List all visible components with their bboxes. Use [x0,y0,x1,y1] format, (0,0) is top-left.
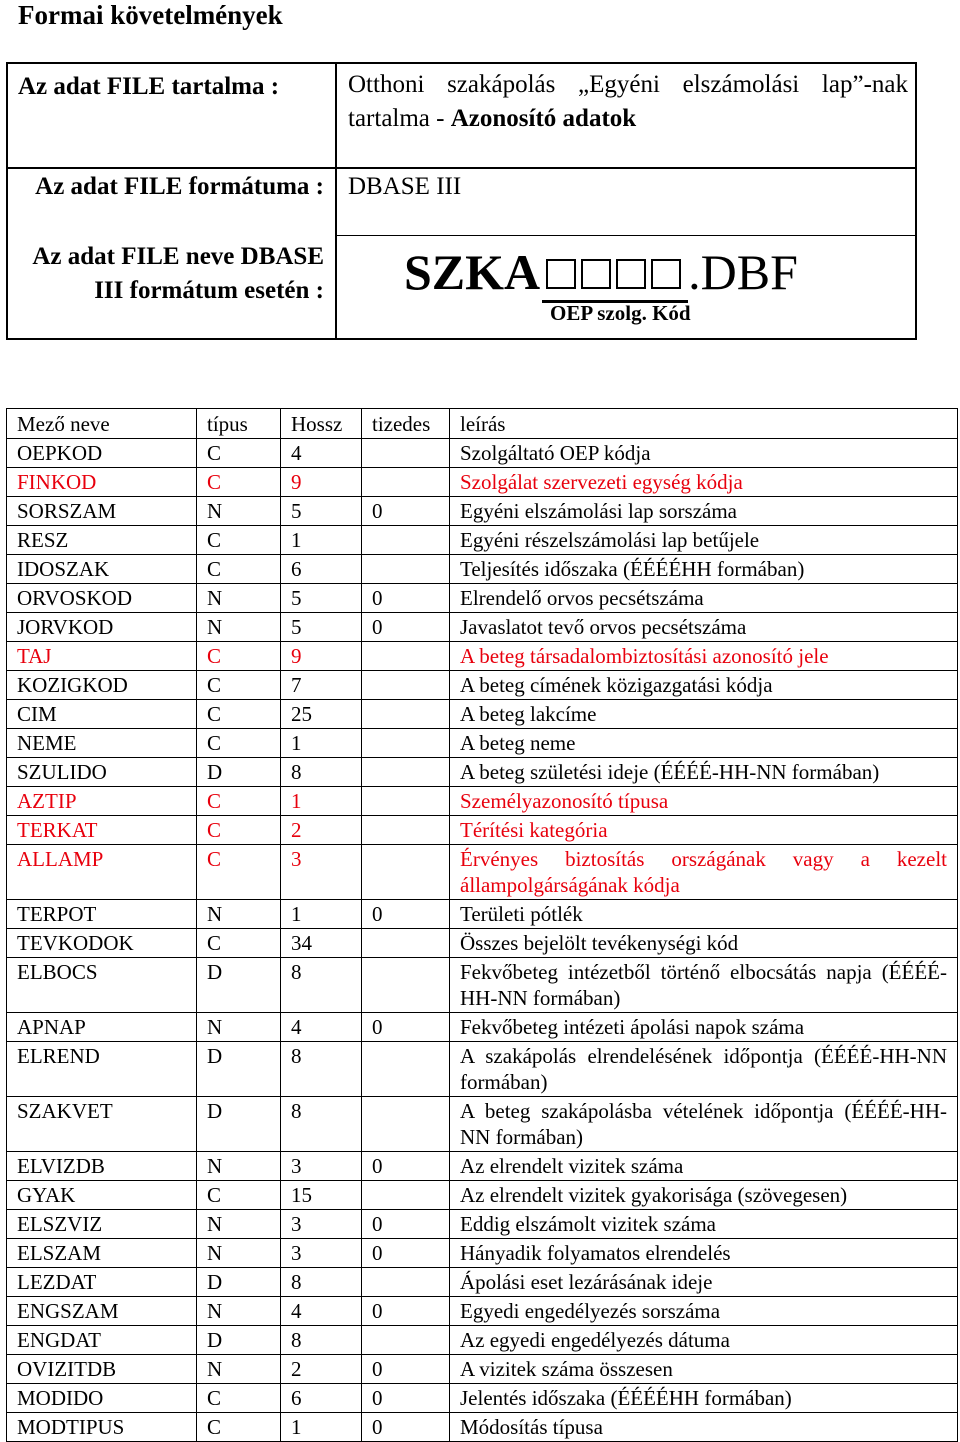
length-cell: 1 [281,787,362,816]
field-name-cell: MODIDO [7,1384,197,1413]
file-name [404,244,798,303]
decimals-cell: 0 [362,497,450,526]
decimals-cell [362,929,450,958]
field-name-cell: SZAKVET [7,1097,197,1152]
field-name-cell: ENGSZAM [7,1297,197,1326]
field-name-cell: ELVIZDB [7,1152,197,1181]
type-cell: C [197,555,281,584]
type-cell: D [197,758,281,787]
field-name-cell: RESZ [7,526,197,555]
description-cell: Érvényes biztosítás országának vagy a kezelt állampolgárságának kódja [450,845,958,900]
table-row [7,1268,958,1297]
field-name-cell: FINKOD [7,468,197,497]
page-title: Formai követelmények [18,0,283,30]
description-cell: Javaslatot tevő orvos pecsétszáma [450,613,958,642]
header-decimals: tizedes [362,409,450,439]
length-cell: 8 [281,958,362,1013]
decimals-cell [362,1181,450,1210]
code-box-icon [616,259,646,289]
table-row [7,900,958,929]
description-cell: A beteg társadalombiztosítási azonosító jele [450,642,958,671]
table-row [7,439,958,468]
name-label: Az adat FILE neve DBASE III formátum esetén : [32,243,324,304]
format-value: DBASE III [348,173,462,200]
description-cell: Az elrendelt vizitek gyakorisága (szövegesen) [450,1181,958,1210]
description-cell: Egyéni elszámolási lap sorszáma [450,497,958,526]
field-name-cell: ORVOSKOD [7,584,197,613]
description-cell: A vizitek száma összesen [450,1355,958,1384]
info-divider-vertical [335,64,337,338]
field-name-cell: TAJ [7,642,197,671]
description-cell: Fekvőbeteg intézetből történő elbocsátás napja (ÉÉÉÉ-HH-NN formában) [450,958,958,1013]
table-row [7,555,958,584]
type-cell: C [197,1181,281,1210]
decimals-cell [362,526,450,555]
type-cell: C [197,816,281,845]
length-cell: 9 [281,642,362,671]
table-row [7,1097,958,1152]
content-value-text: Otthoni szakápolás „Egyéni elszámolási lap”-nak tartalma - [348,71,908,132]
decimals-cell [362,845,450,900]
decimals-cell [362,439,450,468]
field-name-cell: APNAP [7,1013,197,1042]
description-cell: Területi pótlék [450,900,958,929]
length-cell: 5 [281,497,362,526]
length-cell: 8 [281,1097,362,1152]
description-cell: Módosítás típusa [450,1413,958,1442]
field-name-cell: ALLAMP [7,845,197,900]
description-cell: Szolgálat szervezeti egység kódja [450,468,958,497]
field-name-cell: MODTIPUS [7,1413,197,1442]
decimals-cell: 0 [362,1210,450,1239]
info-divider-horizontal-inner [335,235,915,236]
decimals-cell [362,700,450,729]
description-cell: Ápolási eset lezárásának ideje [450,1268,958,1297]
type-cell: N [197,1152,281,1181]
table-header-row [7,409,958,439]
description-cell: A szakápolás elrendelésének időpontja (ÉÉÉÉ-HH-NN formában) [450,1042,958,1097]
type-cell: N [197,584,281,613]
code-box-icon [581,259,611,289]
decimals-cell [362,729,450,758]
field-name-cell: SZULIDO [7,758,197,787]
length-cell: 7 [281,671,362,700]
decimals-cell [362,1326,450,1355]
field-name-cell: ELSZVIZ [7,1210,197,1239]
field-name-cell: ENGDAT [7,1326,197,1355]
length-cell: 34 [281,929,362,958]
table-row [7,468,958,497]
decimals-cell [362,468,450,497]
field-name-cell: AZTIP [7,787,197,816]
type-cell: C [197,468,281,497]
length-cell: 1 [281,1413,362,1442]
description-cell: Személyazonosító típusa [450,787,958,816]
decimals-cell: 0 [362,613,450,642]
table-row [7,613,958,642]
description-cell: Az elrendelt vizitek száma [450,1152,958,1181]
decimals-cell [362,1042,450,1097]
field-name-cell: TERKAT [7,816,197,845]
type-cell: N [197,1355,281,1384]
header-type: típus [197,409,281,439]
field-name-cell: SORSZAM [7,497,197,526]
decimals-cell [362,958,450,1013]
type-cell: C [197,1413,281,1442]
header-description: leírás [450,409,958,439]
table-row [7,497,958,526]
field-name-cell: ELREND [7,1042,197,1097]
length-cell: 1 [281,526,362,555]
file-prefix: SZKA [404,244,541,300]
type-cell: D [197,958,281,1013]
type-cell: D [197,1268,281,1297]
type-cell: N [197,1239,281,1268]
type-cell: C [197,1384,281,1413]
length-cell: 6 [281,555,362,584]
length-cell: 8 [281,1326,362,1355]
content-value-bold: Azonosító adatok [450,105,637,132]
length-cell: 3 [281,1152,362,1181]
type-cell: C [197,671,281,700]
type-cell: D [197,1097,281,1152]
description-cell: Elrendelő orvos pecsétszáma [450,584,958,613]
decimals-cell [362,642,450,671]
type-cell: C [197,526,281,555]
table-row [7,1355,958,1384]
field-name-cell: OEPKOD [7,439,197,468]
table-row [7,1013,958,1042]
field-name-cell: IDOSZAK [7,555,197,584]
description-cell: Fekvőbeteg intézeti ápolási napok száma [450,1013,958,1042]
table-row [7,816,958,845]
length-cell: 4 [281,439,362,468]
description-cell: Egyéni részelszámolási lap betűjele [450,526,958,555]
header-field-name: Mező neve [7,409,197,439]
length-cell: 3 [281,1210,362,1239]
length-cell: 2 [281,816,362,845]
content-label: Az adat FILE tartalma : [18,73,280,100]
code-box-icon [546,259,576,289]
length-cell: 1 [281,729,362,758]
field-name-cell: CIM [7,700,197,729]
table-row [7,1181,958,1210]
description-cell: Az egyedi engedélyezés dátuma [450,1326,958,1355]
table-row [7,758,958,787]
length-cell: 3 [281,1239,362,1268]
length-cell: 9 [281,468,362,497]
field-name-cell: JORVKOD [7,613,197,642]
decimals-cell: 0 [362,900,450,929]
length-cell: 5 [281,584,362,613]
description-cell: Teljesítés időszaka (ÉÉÉÉHH formában) [450,555,958,584]
type-cell: N [197,1210,281,1239]
file-info-table [6,62,917,340]
description-cell: Összes bejelölt tevékenységi kód [450,929,958,958]
table-row [7,729,958,758]
type-cell: D [197,1326,281,1355]
decimals-cell [362,1097,450,1152]
type-cell: D [197,1042,281,1097]
description-cell: Jelentés időszaka (ÉÉÉÉHH formában) [450,1384,958,1413]
table-row [7,1152,958,1181]
field-name-cell: TEVKODOK [7,929,197,958]
file-caption: OEP szolg. Kód [550,301,691,325]
description-cell: Egyedi engedélyezés sorszáma [450,1297,958,1326]
code-box-icon [651,259,681,289]
length-cell: 1 [281,900,362,929]
header-length: Hossz [281,409,362,439]
length-cell: 8 [281,1268,362,1297]
type-cell: C [197,729,281,758]
length-cell: 8 [281,758,362,787]
decimals-cell [362,758,450,787]
table-row [7,1210,958,1239]
description-cell: A beteg neme [450,729,958,758]
decimals-cell: 0 [362,1355,450,1384]
table-row [7,1326,958,1355]
table-row [7,958,958,1013]
description-cell: A beteg lakcíme [450,700,958,729]
info-divider-horizontal [8,167,915,169]
type-cell: C [197,787,281,816]
length-cell: 5 [281,613,362,642]
decimals-cell: 0 [362,1413,450,1442]
type-cell: N [197,900,281,929]
table-row [7,526,958,555]
decimals-cell: 0 [362,584,450,613]
format-label: Az adat FILE formátuma : [35,173,324,200]
field-name-cell: ELSZAM [7,1239,197,1268]
type-cell: C [197,700,281,729]
type-cell: N [197,613,281,642]
table-row [7,787,958,816]
table-row [7,700,958,729]
description-cell: Szolgáltató OEP kódja [450,439,958,468]
length-cell: 2 [281,1355,362,1384]
decimals-cell [362,787,450,816]
decimals-cell: 0 [362,1152,450,1181]
description-cell: Térítési kategória [450,816,958,845]
type-cell: N [197,497,281,526]
type-cell: N [197,1297,281,1326]
type-cell: C [197,929,281,958]
decimals-cell [362,816,450,845]
field-name-cell: GYAK [7,1181,197,1210]
decimals-cell [362,1268,450,1297]
type-cell: N [197,1013,281,1042]
table-row [7,845,958,900]
table-row [7,584,958,613]
table-row [7,1297,958,1326]
decimals-cell [362,671,450,700]
description-cell: A beteg címének közigazgatási kódja [450,671,958,700]
table-row [7,671,958,700]
length-cell: 8 [281,1042,362,1097]
type-cell: C [197,845,281,900]
table-row [7,1042,958,1097]
content-value [348,68,908,136]
field-name-cell: TERPOT [7,900,197,929]
decimals-cell: 0 [362,1013,450,1042]
length-cell: 6 [281,1384,362,1413]
type-cell: C [197,439,281,468]
description-cell: A beteg születési ideje (ÉÉÉÉ-HH-NN formában) [450,758,958,787]
table-row [7,929,958,958]
length-cell: 25 [281,700,362,729]
field-name-cell: NEME [7,729,197,758]
length-cell: 3 [281,845,362,900]
length-cell: 4 [281,1297,362,1326]
length-cell: 4 [281,1013,362,1042]
decimals-cell: 0 [362,1384,450,1413]
table-row [7,1384,958,1413]
description-cell: Eddig elszámolt vizitek száma [450,1210,958,1239]
field-name-cell: KOZIGKOD [7,671,197,700]
type-cell: C [197,642,281,671]
decimals-cell: 0 [362,1239,450,1268]
table-row [7,1239,958,1268]
length-cell: 15 [281,1181,362,1210]
field-name-cell: OVIZITDB [7,1355,197,1384]
decimals-cell: 0 [362,1297,450,1326]
description-cell: A beteg szakápolásba vételének időpontja (ÉÉÉÉ-HH-NN formában) [450,1097,958,1152]
code-boxes [542,244,688,303]
file-ext: .DBF [688,244,798,300]
decimals-cell [362,555,450,584]
field-table [6,408,958,1442]
table-row [7,642,958,671]
description-cell: Hányadik folyamatos elrendelés [450,1239,958,1268]
field-name-cell: LEZDAT [7,1268,197,1297]
field-name-cell: ELBOCS [7,958,197,1013]
table-row [7,1413,958,1442]
